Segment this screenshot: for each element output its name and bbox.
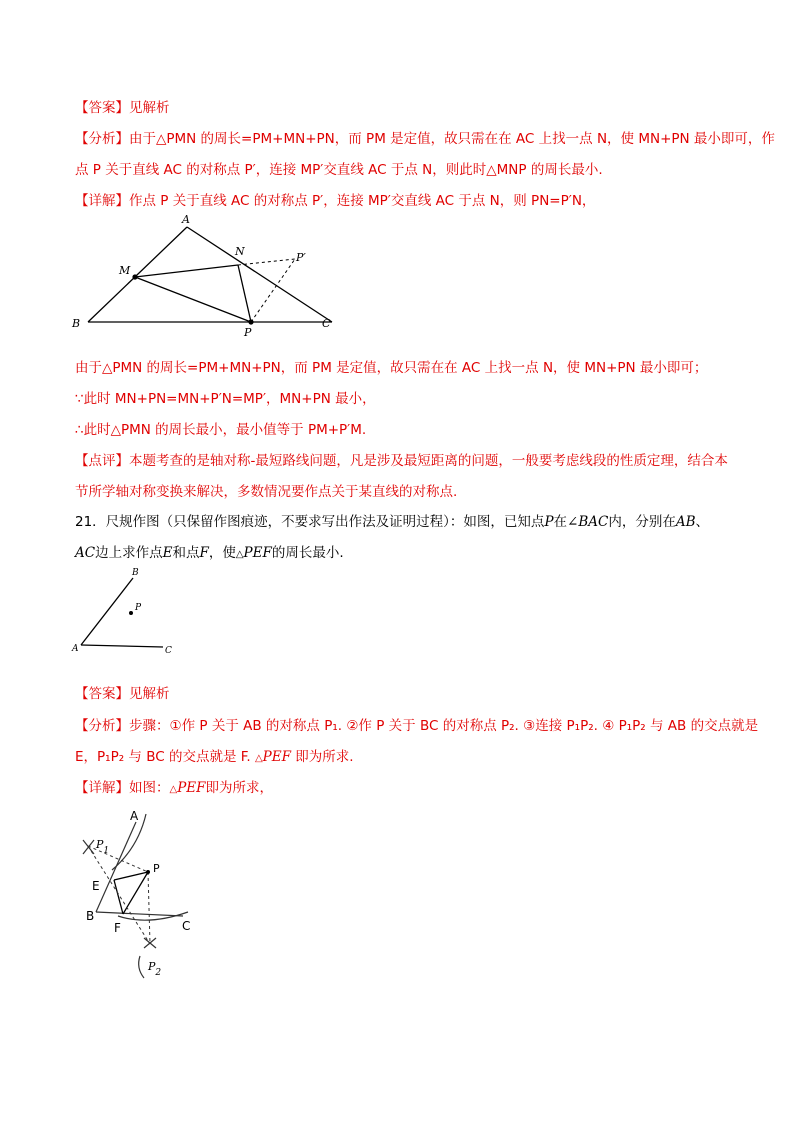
q21-text-h: 的周长最小. [271, 545, 344, 561]
label-p2 [147, 960, 161, 978]
figure-triangle-mnp [70, 215, 360, 340]
q21-text-d: 、 [695, 514, 710, 530]
detail-text-1: 作点 P 关于直线 AC 的对称点 P′，连接 MP′交直线 AC 于点 N，则 PN=P′N， [129, 193, 596, 209]
label-b: B [72, 317, 81, 330]
label-p-prime: P′ [296, 251, 306, 264]
analysis-line-1 [75, 129, 775, 149]
analysis-line-2: 点 P 关于直线 AC 的对称点 P′，连接 MP′交直线 AC 于点 N，则此时△MNP 的周长最小. [75, 162, 603, 178]
label-p: P [153, 862, 160, 875]
label-a: A [130, 809, 139, 823]
analysis-triangle-symbol: △ [254, 753, 263, 764]
answer-tag-2: 【答案】 [75, 686, 129, 702]
detail-tag: 【详解】 [75, 193, 129, 209]
q21-var-e: E [162, 545, 173, 561]
q21-var-ac: AC [75, 545, 96, 561]
label-p: P [135, 603, 142, 613]
analysis-text-1: 由于△PMN 的周长=PM+MN+PN，而 PM 是定值，故只需在在 AC 上找一点 N，使 MN+PN 最小即可，作 [129, 131, 775, 147]
label-c: C [182, 919, 191, 933]
label-p2-sub: 2 [155, 968, 162, 978]
label-b: B [132, 568, 139, 578]
comment-line-2: 节所学轴对称变换来解决，多数情况要作点关于某直线的对称点. [75, 484, 458, 500]
answer-tag: 【答案】 [75, 100, 129, 116]
detail-text-2b: 即为所求， [205, 780, 274, 796]
detail-line-1 [75, 191, 595, 211]
reason-line-1: 由于△PMN 的周长=PM+MN+PN，而 PM 是定值，故只需在在 AC 上找一点 N，使 MN+PN 最小即可； [75, 360, 708, 376]
comment-line-1 [75, 451, 728, 471]
q21-text-e: 边上求作点 [95, 545, 163, 561]
label-e: E [92, 879, 100, 893]
reason-line-2: ∵此时 MN+PN=MN+P′N=MP′，MN+PN 最小， [75, 391, 376, 407]
q21-text-g: ，使 [208, 545, 236, 561]
figure-angle-bac [68, 565, 188, 660]
comment-tag: 【点评】 [75, 453, 129, 469]
analysis-text-4a: E，P₁P₂ 与 BC 的交点就是 F. [75, 749, 251, 765]
analysis-tag: 【分析】 [75, 131, 129, 147]
label-c: C [165, 646, 172, 656]
label-p1-sub: 1 [103, 846, 110, 856]
q21-var-pef: PEF [243, 545, 272, 561]
q21-var-f: F [199, 545, 209, 561]
q21-text-c: 内，分别在 [608, 514, 676, 530]
reason-line-3: ∴此时△PMN 的周长最小，最小值等于 PM+P′M. [75, 422, 367, 438]
figure-construction-pef [78, 808, 208, 988]
comment-text-1: 本题考查的是轴对称-最短路线问题，凡是涉及最短距离的问题，一般要考虑线段的性质定理，结合本 [129, 453, 728, 469]
label-f: F [114, 921, 121, 935]
label-c: C [322, 317, 331, 330]
label-p1-letter: P [96, 838, 104, 851]
analysis-text-4b: 即为所求. [295, 749, 354, 765]
q21-text-f: 和点 [172, 545, 200, 561]
answer-text: 见解析 [129, 100, 170, 116]
label-a: A [182, 213, 190, 226]
analysis-tag-2: 【分析】 [75, 718, 129, 734]
analysis-line-3 [75, 716, 758, 736]
label-a: A [72, 644, 79, 654]
label-b: B [86, 909, 95, 923]
label-p1 [95, 838, 109, 856]
answer-line-2 [75, 684, 170, 704]
label-m: M [119, 264, 131, 277]
analysis-text-3: 步骤：①作 P 关于 AB 的对称点 P₁. ②作 P 关于 BC 的对称点 P₂. ③连接 P₁P₂. ④ P₁P₂ 与 AB 的交点就是 [129, 718, 759, 734]
analysis-var-pef: PEF [262, 749, 291, 765]
detail-line-2 [75, 778, 273, 800]
q21-triangle-symbol: △ [235, 549, 244, 560]
question-21-line-2 [75, 543, 344, 565]
question-21-line-1 [75, 512, 709, 532]
analysis-line-4 [75, 747, 354, 769]
detail-text-2a: 如图： [129, 780, 170, 796]
detail-triangle-symbol: △ [169, 784, 178, 795]
q21-text-a: 21．尺规作图（只保留作图痕迹，不要求写出作法及证明过程）：如图，已知点 [75, 514, 545, 530]
answer-text-2: 见解析 [129, 686, 170, 702]
q21-text-b: 在 [553, 514, 568, 530]
answer-line-1 [75, 98, 170, 118]
detail-var-pef: PEF [177, 780, 206, 796]
label-n: N [235, 245, 245, 258]
q21-var-ab: AB [675, 514, 696, 530]
label-p2-letter: P [148, 960, 156, 973]
q21-angle-bac: ∠BAC [567, 514, 609, 530]
label-p: P [244, 326, 252, 339]
detail-tag-2: 【详解】 [75, 780, 129, 796]
q21-var-p: P [544, 514, 554, 530]
